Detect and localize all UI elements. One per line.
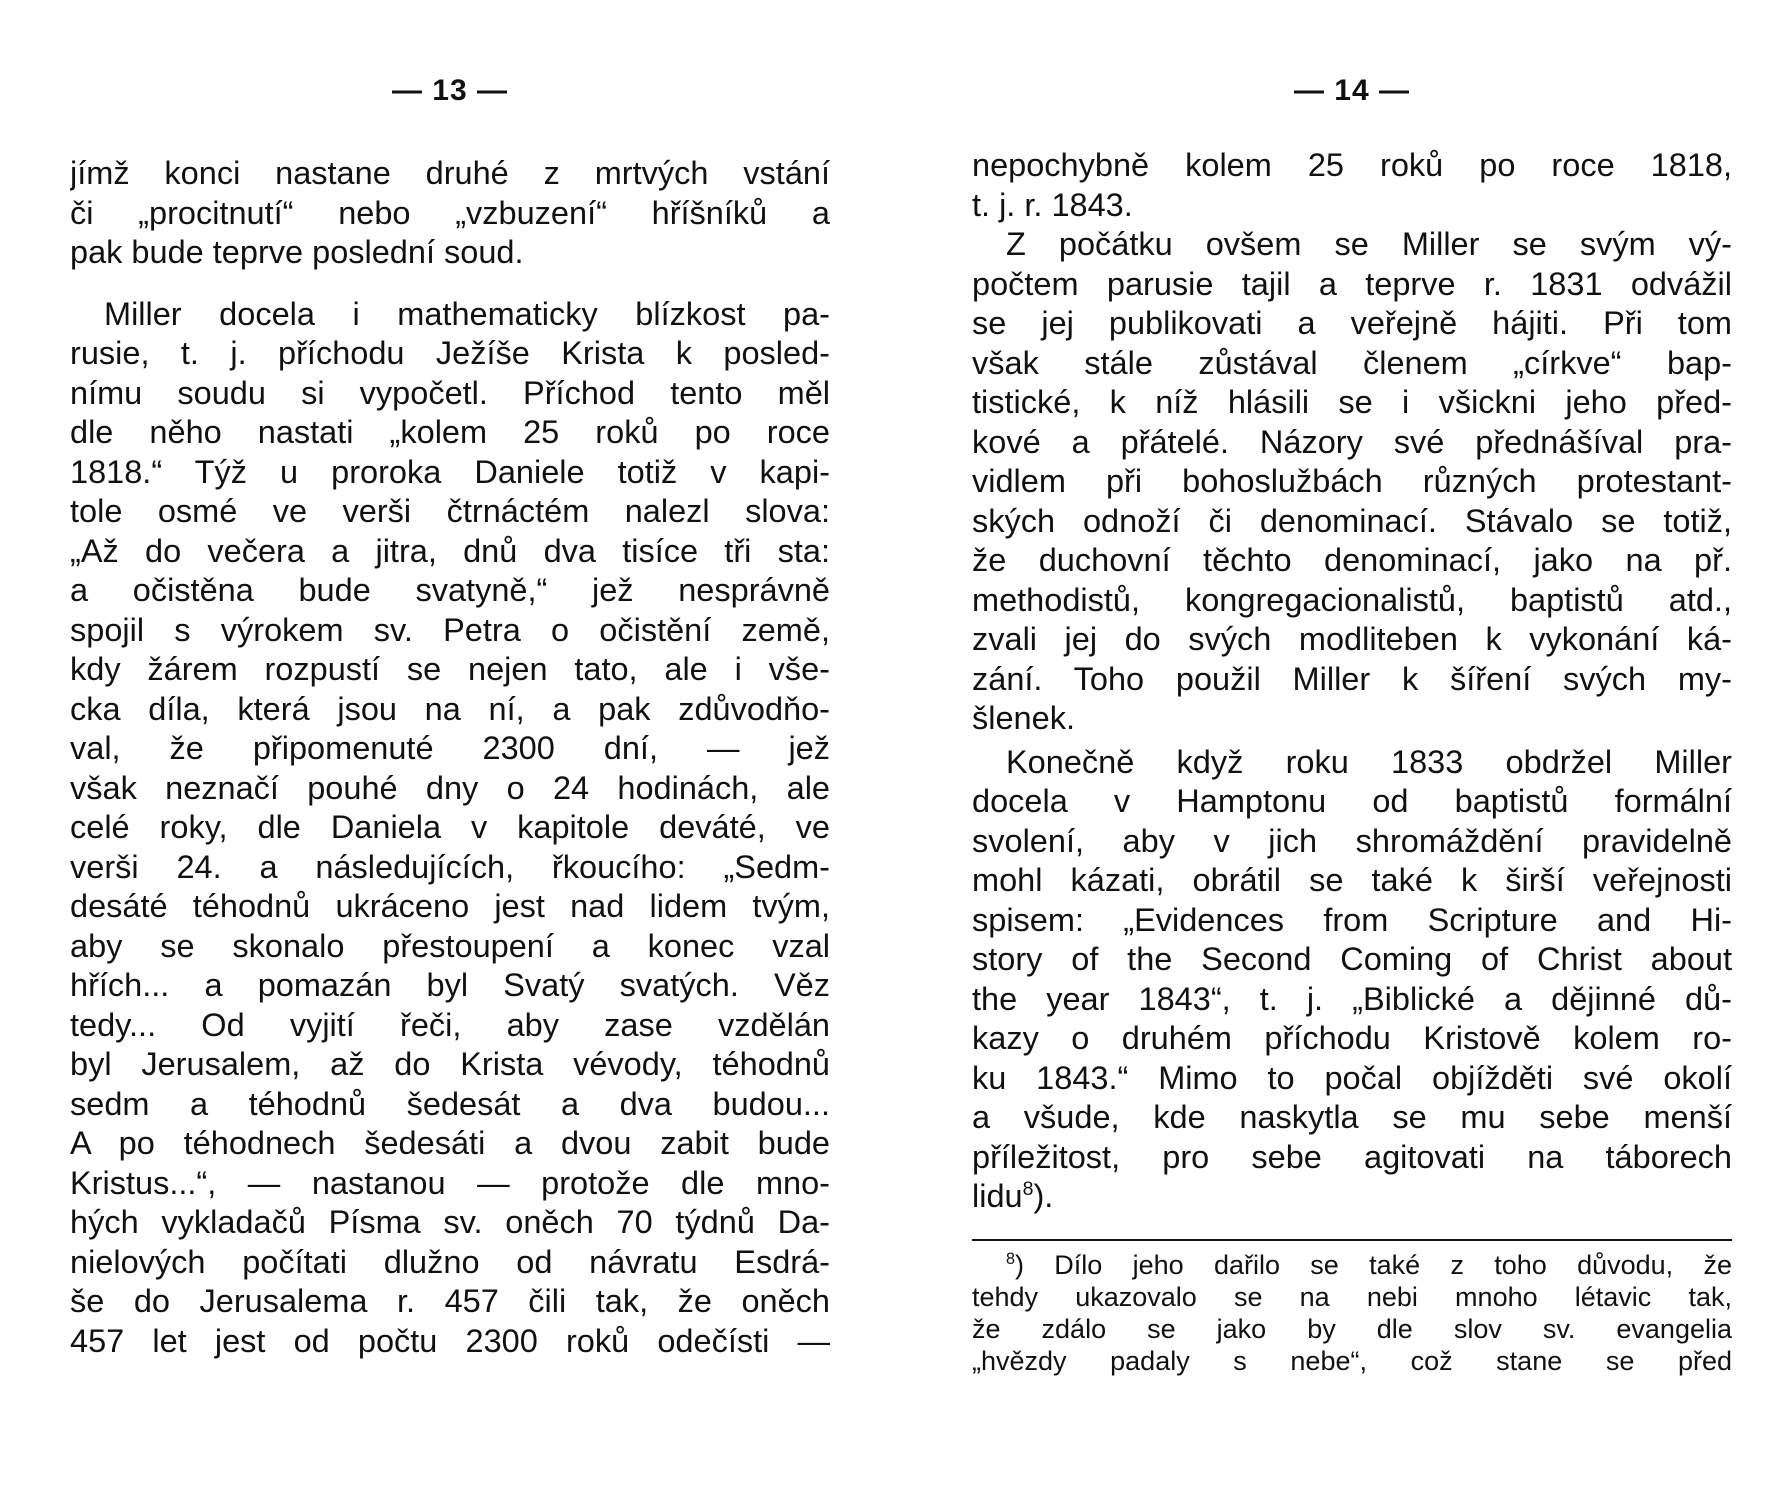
text-line: však neznačí pouhé dny o 24 hodinách, ale	[70, 769, 830, 806]
text-line: sedm a téhodnů šedesát a dva budou...	[70, 1085, 830, 1122]
text-line: verši 24. a následujících, řkoucího: „Sedm-	[70, 848, 830, 885]
text-line: nímu soudu si vypočetl. Příchod tento měl	[70, 374, 830, 411]
text-line: vidlem při bohoslužbách různých protestant-	[972, 463, 1732, 499]
footnote-line	[972, 1249, 1732, 1281]
footnote-line: „hvězdy padaly s nebe“, což stane se před	[972, 1345, 1732, 1376]
text-line: A po téhodnech šedesáti a dvou zabit bude	[70, 1125, 830, 1161]
text-line: příležitost, pro sebe agitovati na táborech	[972, 1138, 1732, 1175]
page-number-right: — 14 —	[1293, 74, 1411, 107]
text-line: dle něho nastati „kolem 25 roků po roce	[70, 414, 830, 450]
paragraph	[70, 154, 830, 273]
text-line: story of the Second Coming of Christ about	[972, 941, 1732, 977]
paragraph-gap	[70, 273, 830, 295]
text-line: či „procitnutí“ nebo „vzbuzení“ hříšníků a	[70, 194, 830, 231]
text-line: hých vykladačů Písma sv. oněch 70 týdnů Da-	[70, 1204, 830, 1240]
text-line: še do Jerusalema r. 457 čili tak, že oněch	[70, 1283, 830, 1319]
text-line: ských odnoží či denominací. Stávalo se totiž,	[972, 502, 1732, 539]
text-line: Z počátku ovšem se Miller se svým vý-	[1006, 226, 1732, 262]
text-line-word: lidu	[972, 1178, 1023, 1214]
text-line: jímž konci nastane druhé z mrtvých vstání	[70, 155, 830, 191]
text-line: pak bude teprve poslední soud.	[70, 234, 524, 270]
left-page-text	[70, 154, 830, 1361]
text-line: desáté téhodnů ukráceno jest nad lidem tvým,	[70, 888, 830, 924]
text-line: zvali jej do svých modliteben k vykonání ká-	[972, 621, 1732, 657]
text-line: Miller docela i mathematicky blízkost pa-	[104, 295, 830, 332]
text-line: celé roky, dle Daniela v kapitole deváté, ve	[70, 809, 830, 845]
text-line: tole osmé ve verši čtrnáctém nalezl slova:	[70, 493, 830, 529]
text-line: mohl kázati, obrátil se také k širší veřejnosti	[972, 862, 1732, 898]
paragraph	[972, 743, 1732, 1217]
footnote-line: tehdy ukazovalo se na nebi mnoho létavic tak,	[972, 1281, 1732, 1312]
text-line: t. j. r. 1843.	[972, 186, 1133, 223]
page-number-left: — 13 —	[391, 74, 509, 107]
text-line: spojil s výrokem sv. Petra o očistění země,	[70, 611, 830, 648]
text-line: „Až do večera a jitra, dnů dva tisíce tři sta:	[70, 532, 830, 569]
text-line: the year 1843“, t. j. „Biblické a dějinné dů-	[972, 980, 1732, 1017]
text-line: kazy o druhém příchodu Kristově kolem ro-	[972, 1020, 1732, 1056]
text-line: a všude, kde naskytla se mu sebe menší	[972, 1099, 1732, 1135]
text-line: Kristus...“, — nastanou — protože dle mno-	[70, 1164, 830, 1201]
text-line: 457 let jest od počtu 2300 roků odečísti —	[70, 1322, 830, 1359]
text-line: hřích... a pomazán byl Svatý svatých. Věz	[70, 967, 830, 1003]
text-line: Konečně když roku 1833 obdržel Miller	[1006, 743, 1732, 780]
text-line: kdy žárem rozpustí se nejen tato, ale i vše-	[70, 651, 830, 687]
text-line: zání. Toho použil Miller k šíření svých my-	[972, 660, 1732, 697]
paragraph	[972, 225, 1732, 739]
paragraph	[972, 146, 1732, 225]
right-page	[972, 0, 1732, 1377]
text-line	[972, 1177, 1732, 1217]
text-line: val, že připomenuté 2300 dní, — jež	[70, 730, 830, 766]
text-line: počtem parusie tajil a teprve r. 1831 odvážil	[972, 265, 1732, 302]
text-line: však stále zůstával členem „církve“ bap-	[972, 344, 1732, 381]
text-line: svolení, aby v jich shromáždění pravidelně	[972, 822, 1732, 859]
footnote-divider	[972, 1239, 1732, 1241]
footnote	[972, 1249, 1732, 1377]
text-line: methodistů, kongregacionalistů, baptistů atd.,	[972, 581, 1732, 618]
text-line: tistické, k níž hlásili se i všickni jeho před-	[972, 384, 1732, 420]
text-line: byl Jerusalem, až do Krista vévody, téhodnů	[70, 1046, 830, 1082]
text-line: 1818.“ Týž u proroka Daniele totiž v kapi-	[70, 453, 830, 490]
left-page	[70, 0, 830, 1361]
text-line: docela v Hamptonu od baptistů formální	[972, 783, 1732, 819]
footnote-line: že zdálo se jako by dle slov sv. evangelia	[972, 1313, 1732, 1344]
text-line: nielových počítati dlužno od návratu Esdrá-	[70, 1243, 830, 1280]
text-line: spisem: „Evidences from Scripture and Hi-	[972, 901, 1732, 938]
text-line: cka díla, která jsou na ní, a pak zdůvodňo-	[70, 690, 830, 727]
text-line-tail: ).	[1033, 1178, 1054, 1214]
text-line: se jej publikovati a veřejně hájiti. Při tom	[972, 305, 1732, 341]
footnote-reference: 8	[1022, 1178, 1034, 1201]
paragraph	[70, 295, 830, 1362]
right-page-text	[972, 146, 1732, 1377]
text-line: aby se skonalo přestoupení a konec vzal	[70, 927, 830, 964]
text-line: že duchovní těchto denominací, jako na př.	[972, 542, 1732, 578]
footnote-line-text: ) Dílo jeho dařilo se také z toho důvodu, že	[1015, 1249, 1732, 1280]
footnote-marker: 8	[1006, 1249, 1016, 1268]
text-line: ku 1843.“ Mimo to počal objížděti své okolí	[972, 1059, 1732, 1096]
text-line: tedy... Od vyjití řeči, aby zase vzdělán	[70, 1006, 830, 1043]
text-line: rusie, t. j. příchodu Ježíše Krista k posled-	[70, 335, 830, 371]
text-line: kové a přátelé. Názory své přednášíval pra-	[972, 423, 1732, 460]
text-line: a očistěna bude svatyně,“ jež nesprávně	[70, 572, 830, 608]
text-line: nepochybně kolem 25 roků po roce 1818,	[972, 147, 1732, 183]
text-line: šlenek.	[972, 700, 1075, 736]
